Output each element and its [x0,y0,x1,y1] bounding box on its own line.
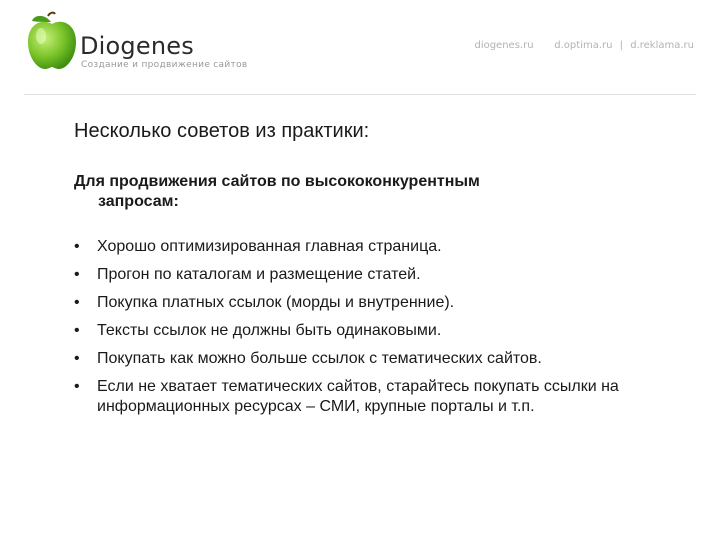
link-reklama[interactable]: d.reklama.ru [630,40,694,51]
list-item-text: Тексты ссылок не должны быть одинаковыми. [97,322,442,339]
list-item-text: Покупать как можно больше ссылок с тематических сайтов. [97,350,542,367]
bullet-marker: • [74,294,80,311]
subheading-line2: запросам: [98,193,179,210]
brand-tagline: Создание и продвижение сайтов [81,60,248,70]
list-item-text: Хорошо оптимизированная главная страница. [97,238,442,255]
link-separator: | [619,40,624,51]
link-diogenes[interactable]: diogenes.ru [474,40,534,51]
header [0,0,720,95]
link-spacer [537,40,551,51]
brand-name: Diogenes [80,32,194,60]
slide-title: Несколько советов из практики: [74,120,370,142]
list-item [74,321,694,341]
bullet-marker: • [74,238,80,255]
list-item-text: Если не хватает тематических сайтов, старайтесь покупать ссылки на информационных ресурсах – СМИ, крупные порталы и т.п. [97,378,619,415]
bullet-marker: • [74,322,80,339]
subheading [74,172,634,212]
list-item [74,293,694,313]
green-apple-icon [24,10,80,72]
link-optima[interactable]: d.optima.ru [554,40,613,51]
list-item-text: Покупка платных ссылок (морды и внутренние). [97,294,455,311]
list-item [74,349,694,369]
list-item [74,377,694,417]
bullet-marker: • [74,378,80,395]
header-divider [24,94,696,95]
bullet-marker: • [74,266,80,283]
bullet-marker: • [74,350,80,367]
subheading-line1: Для продвижения сайтов по высококонкурентным [74,173,480,190]
header-links [474,40,694,51]
list-item [74,237,694,257]
list-item-text: Прогон по каталогам и размещение статей. [97,266,421,283]
tips-list [74,237,694,425]
list-item [74,265,694,285]
